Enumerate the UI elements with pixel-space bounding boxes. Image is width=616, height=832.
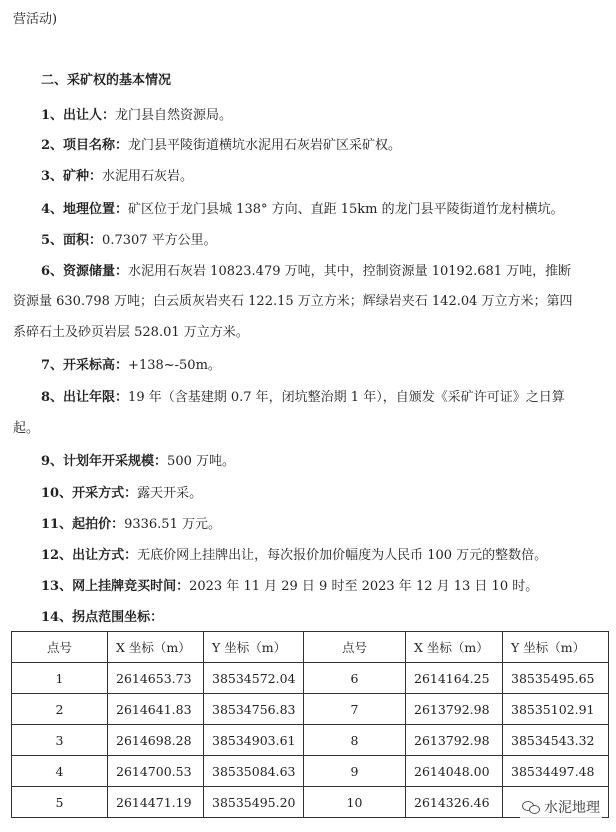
cell-y: 38534903.61: [204, 725, 304, 756]
item-value: 无底价网上挂牌出让，每次报价加价幅度为人民币 100 万元的整数倍。: [137, 548, 548, 563]
cell-point: 8: [304, 725, 406, 756]
cell-x: 2613792.98: [406, 694, 503, 725]
item-label: 9、计划年开采规模：: [41, 454, 168, 469]
item-label: 14、拐点范围坐标：: [41, 610, 164, 625]
item-label: 10、开采方式：: [41, 486, 138, 501]
cell-point: 4: [12, 756, 108, 787]
item-9: [41, 453, 606, 471]
cell-x: 2614471.19: [108, 787, 204, 818]
table-row: [12, 694, 609, 725]
cell-x: 2614653.73: [108, 663, 204, 694]
item-label: 7、开采标高：: [41, 358, 129, 373]
item-8: [41, 389, 606, 407]
item-value: 9336.51 万元。: [124, 517, 221, 532]
cell-y: 38534497.48: [503, 756, 609, 787]
item-11: [41, 516, 606, 534]
table-header-row: [12, 632, 609, 663]
item-10: [41, 485, 606, 503]
item-7: [41, 357, 606, 375]
item-value: 0.7307 平方公里。: [102, 233, 217, 248]
header-point-no: 点号: [304, 632, 406, 663]
item-label: 13、网上挂牌竞买时间：: [41, 579, 190, 594]
cell-y: 38535495.65: [503, 663, 609, 694]
item-5: [41, 232, 606, 250]
cell-x: 2614641.83: [108, 694, 204, 725]
top-fragment: 营活动): [13, 12, 58, 27]
item-label: 2、项目名称：: [41, 138, 129, 153]
wechat-icon: [522, 799, 540, 815]
coordinates-table: [11, 631, 609, 818]
cell-point: 6: [304, 663, 406, 694]
header-x-coord: X 坐标（m）: [108, 632, 204, 663]
header-y-coord: Y 坐标（m）: [204, 632, 304, 663]
cell-y: 38535084.63: [204, 756, 304, 787]
cell-x: 2614326.46: [406, 787, 503, 818]
item-6-cont-1: 资源量 630.798 万吨；白云质灰岩夹石 122.15 万立方米；辉绿岩夹石 142.04 万立方米；第四: [13, 294, 573, 309]
item-label: 6、资源储量：: [41, 264, 129, 279]
table-row: [12, 787, 609, 818]
item-12: [41, 547, 606, 565]
section-heading: 二、采矿权的基本情况: [41, 73, 172, 88]
item-value: 露天开采。: [137, 486, 203, 501]
item-6: [41, 263, 606, 281]
cell-x: 2614698.28: [108, 725, 204, 756]
item-label: 12、出让方式：: [41, 548, 138, 563]
cell-point: 5: [12, 787, 108, 818]
cell-point: 1: [12, 663, 108, 694]
cell-x: 2614164.25: [406, 663, 503, 694]
cell-y: 38535495.20: [204, 787, 304, 818]
item-8-cont-1: 起。: [13, 421, 40, 436]
cell-point: 2: [12, 694, 108, 725]
item-label: 5、面积：: [41, 233, 103, 248]
item-label: 3、矿种：: [41, 169, 103, 184]
item-label: 8、出让年限：: [41, 390, 129, 405]
item-3: [41, 168, 606, 186]
cell-y: 38534543.32: [503, 725, 609, 756]
item-4: [41, 201, 606, 219]
cell-point: 9: [304, 756, 406, 787]
cell-point: 10: [304, 787, 406, 818]
table-row: [12, 725, 609, 756]
item-value: 水泥用石灰岩。: [102, 169, 194, 184]
cell-x: 2613792.98: [406, 725, 503, 756]
cell-y: 38535102.91: [503, 694, 609, 725]
header-x-coord: X 坐标（m）: [406, 632, 503, 663]
item-13: [41, 578, 606, 596]
watermark-text: 水泥地理: [544, 800, 600, 816]
item-value: +138~-50m。: [128, 358, 221, 373]
item-value: 500 万吨。: [167, 454, 235, 469]
item-1: [41, 107, 606, 125]
header-y-coord: Y 坐标（m）: [503, 632, 609, 663]
cell-point: 7: [304, 694, 406, 725]
item-value: 龙门县平陵街道横坑水泥用石灰岩矿区采矿权。: [128, 138, 402, 153]
item-label: 1、出让人：: [41, 108, 116, 123]
item-label: 4、地理位置：: [41, 202, 129, 217]
item-label: 11、起拍价：: [41, 517, 125, 532]
item-value: 龙门县自然资源局。: [115, 108, 233, 123]
table-row: [12, 663, 609, 694]
cell-point: 3: [12, 725, 108, 756]
item-value: 19 年（含基建期 0.7 年，闭坑整治期 1 年），自颁发《采矿许可证》之日算: [128, 390, 565, 405]
table-row: [12, 756, 609, 787]
item-2: [41, 137, 606, 155]
item-6-cont-2: 系碎石土及砂页岩层 528.01 万立方米。: [13, 325, 249, 340]
cell-x: 2614048.00: [406, 756, 503, 787]
item-14: [41, 609, 606, 627]
watermark: [520, 796, 602, 818]
item-value: 2023 年 11 月 29 日 9 时至 2023 年 12 月 13 日 10 时。: [189, 579, 539, 594]
header-point-no: 点号: [12, 632, 108, 663]
item-value: 水泥用石灰岩 10823.479 万吨，其中，控制资源量 10192.681 万吨，推断: [128, 264, 572, 279]
cell-x: 2614700.53: [108, 756, 204, 787]
cell-y: 38534756.83: [204, 694, 304, 725]
item-value: 矿区位于龙门县城 138° 方向、直距 15km 的龙门县平陵街道竹龙村横坑。: [128, 202, 564, 217]
cell-y: 38534572.04: [204, 663, 304, 694]
